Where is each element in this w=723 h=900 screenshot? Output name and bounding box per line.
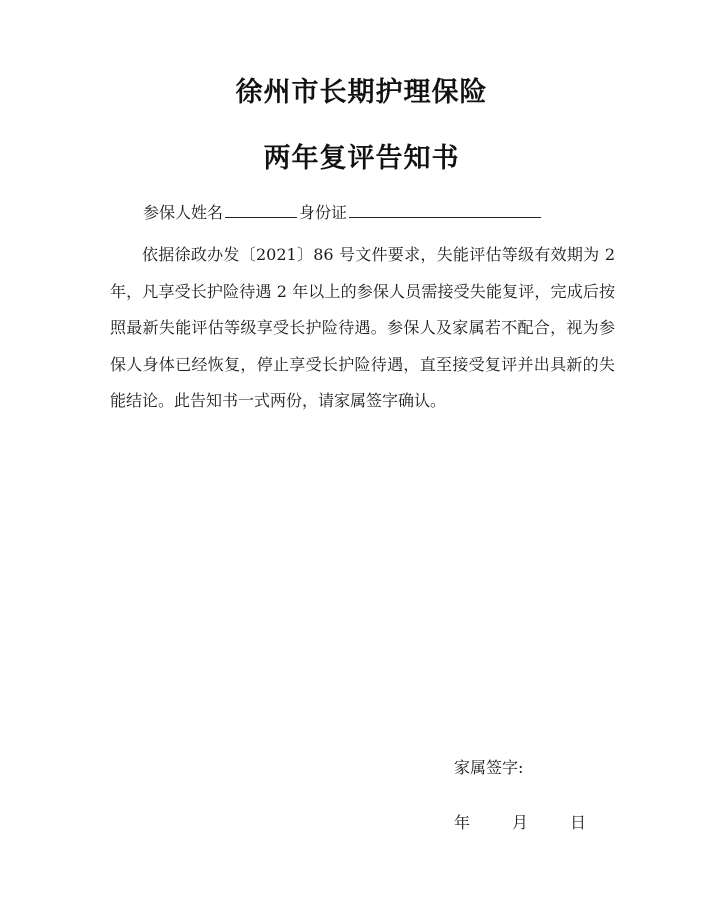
date-day-label: 日 (570, 813, 587, 832)
id-label: 身份证 (299, 203, 348, 222)
document-title: 徐州市长期护理保险 (235, 77, 488, 108)
id-blank-line (349, 216, 541, 218)
document-subtitle: 两年复评告知书 (263, 143, 460, 174)
notice-body: 依据徐政办发〔2021〕86 号文件要求，失能评估等级有效期为 2 年，凡享受长护险待遇 2 年以上的参保人员需接受失能复评，完成后按照最新失能评估等级享受长护险待遇。参保人及家属若不配合，视为参保人身体已经恢复，停止享受长护险待遇，直至接受复评并出具新的失能结论。此告知书一式两份，请家属签字确认。 (110, 245, 615, 410)
date-year-label: 年 (454, 813, 471, 832)
name-blank-line (225, 216, 297, 218)
name-label: 参保人姓名 (143, 203, 224, 222)
date-month-label: 月 (512, 813, 529, 832)
signature-label: 家属签字: (454, 758, 524, 777)
date-line (454, 810, 604, 833)
insured-info-fields (143, 200, 543, 223)
